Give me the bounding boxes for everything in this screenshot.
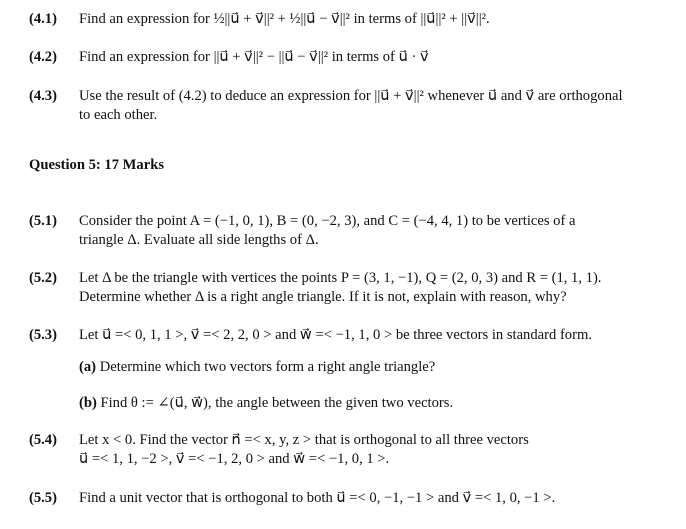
item-number: (4.1)	[29, 11, 57, 27]
sub-text: Determine which two vectors form a right angle triangle?	[99, 359, 436, 375]
item-line: u⃗ =< 1, 1, −2 >, v⃗ =< −1, 2, 0 > and w⃗ =< −1, 0, 1 >.	[79, 451, 390, 467]
item-text	[79, 87, 679, 125]
item-number: (4.3)	[29, 88, 57, 104]
item-text	[79, 10, 679, 29]
item-number: (5.1)	[29, 213, 57, 229]
item-line: Determine whether Δ is a right angle triangle. If it is not, explain with reason, why?	[79, 289, 567, 305]
item-line: Let x < 0. Find the vector n⃗ =< x, y, z > that is orthogonal to all three vectors	[79, 432, 529, 448]
item-number: (4.2)	[29, 49, 57, 65]
item-line: Let u⃗ =< 0, 1, 1 >, v⃗ =< 2, 2, 0 > and w⃗ =< −1, 1, 0 > be three vectors in standard form.	[79, 327, 592, 343]
item-line: Use the result of (4.2) to deduce an expression for ||u⃗ + v⃗||² whenever u⃗ and v⃗ are orthogonal	[79, 88, 623, 104]
item-number: (5.2)	[29, 270, 57, 286]
item-text	[79, 489, 679, 508]
sub-label: (b)	[79, 395, 97, 411]
sub-text: Find θ := ∠(u⃗, w⃗), the angle between the given two vectors.	[100, 395, 454, 411]
item-text	[79, 269, 679, 307]
question-5-3-a	[79, 358, 679, 377]
item-line: Consider the point A = (−1, 0, 1), B = (0, −2, 3), and C = (−4, 4, 1) to be vertices of a	[79, 213, 576, 229]
item-line: Let Δ be the triangle with vertices the points P = (3, 1, −1), Q = (2, 0, 3) and R = (1, 1, 1).	[79, 270, 602, 286]
item-number: (5.5)	[29, 490, 57, 506]
item-text	[79, 326, 679, 345]
item-line: Find an expression for ||u⃗ + v⃗||² − ||u⃗ − v⃗||² in terms of u⃗ · v⃗	[79, 49, 429, 65]
item-text	[79, 431, 679, 469]
item-text	[79, 48, 679, 67]
item-text	[79, 212, 679, 250]
item-line: to each other.	[79, 107, 158, 123]
item-number: (5.3)	[29, 327, 57, 343]
item-number: (5.4)	[29, 432, 57, 448]
item-line: triangle Δ. Evaluate all side lengths of Δ.	[79, 232, 319, 248]
sub-label: (a)	[79, 359, 97, 375]
item-line: Find a unit vector that is orthogonal to both u⃗ =< 0, −1, −1 > and v⃗ =< 1, 0, −1 >.	[79, 490, 556, 506]
item-line: Find an expression for ½||u⃗ + v⃗||² + ½||u⃗ − v⃗||² in terms of ||u⃗||² + ||v⃗||².	[79, 11, 490, 27]
question-5-3-b	[79, 394, 679, 413]
question-5-heading: Question 5: 17 Marks	[29, 157, 164, 173]
